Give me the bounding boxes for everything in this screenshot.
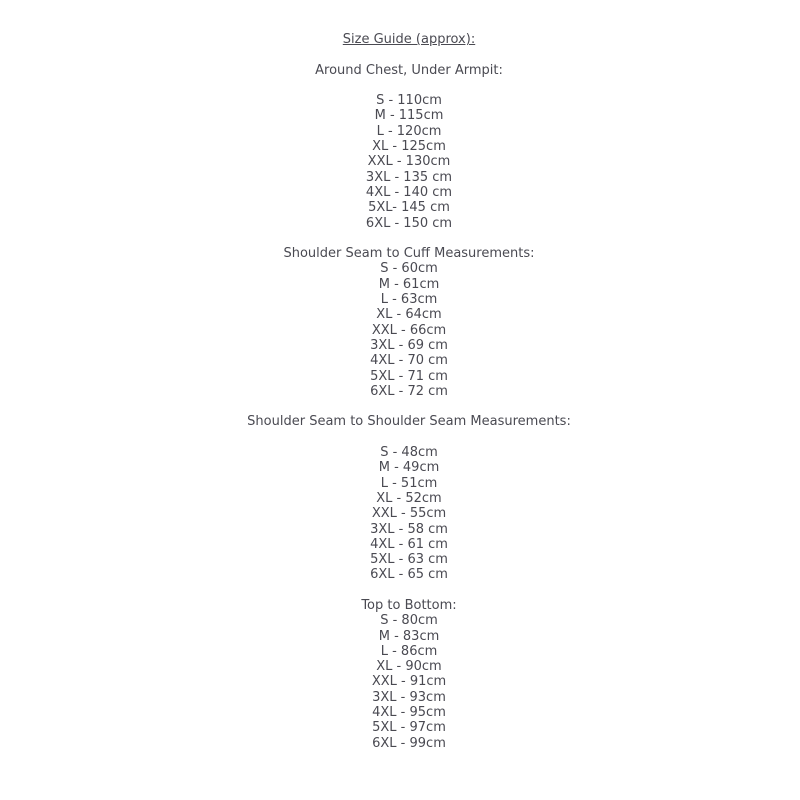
size-row: XXL - 66cm: [371, 322, 447, 338]
blank-line: [18, 78, 800, 93]
size-row: M - 61cm: [378, 276, 440, 292]
size-row: 5XL- 145 cm: [368, 200, 450, 216]
size-row: S - 48cm: [380, 445, 438, 461]
size-list: [18, 613, 800, 751]
size-row: S - 60cm: [380, 261, 438, 277]
size-row: 4XL - 61 cm: [370, 536, 448, 552]
section-chest: [18, 63, 800, 247]
blank-line: [18, 231, 800, 246]
size-row: XL - 125cm: [372, 139, 446, 155]
size-row: 3XL - 93cm: [372, 689, 446, 705]
size-row: M - 115cm: [374, 108, 444, 124]
size-row: XXL - 91cm: [371, 674, 447, 690]
size-row: 4XL - 70 cm: [370, 353, 448, 369]
size-row: 3XL - 69 cm: [370, 337, 448, 353]
size-row: XXL - 130cm: [367, 154, 451, 170]
size-list: [18, 261, 800, 399]
size-row: XL - 90cm: [376, 659, 442, 675]
size-row: 3XL - 58 cm: [370, 521, 448, 537]
size-row: L - 86cm: [380, 643, 438, 659]
size-row: 6XL - 99cm: [372, 735, 446, 751]
section-shoulder: [18, 414, 800, 598]
size-row: 4XL - 140 cm: [365, 184, 453, 200]
size-row: 6XL - 72 cm: [370, 383, 448, 399]
size-row: 5XL - 97cm: [372, 720, 446, 736]
size-row: L - 51cm: [380, 475, 438, 491]
size-row: L - 63cm: [380, 292, 438, 308]
size-list: [18, 93, 800, 231]
section-cuff: [18, 246, 800, 414]
size-row: 4XL - 95cm: [372, 705, 446, 721]
section-heading: Top to Bottom:: [361, 597, 457, 613]
size-list: [18, 445, 800, 583]
section-length: [18, 598, 800, 751]
page-title: Size Guide (approx):: [342, 32, 476, 47]
size-row: 5XL - 63 cm: [370, 552, 448, 568]
size-row: 6XL - 65 cm: [370, 567, 448, 583]
size-row: L - 120cm: [376, 123, 442, 139]
size-row: S - 110cm: [376, 93, 442, 109]
size-row: XXL - 55cm: [371, 506, 447, 522]
size-row: 5XL - 71 cm: [370, 368, 448, 384]
section-heading: Around Chest, Under Armpit:: [315, 62, 503, 78]
size-row: 6XL - 150 cm: [365, 215, 453, 231]
size-row: XL - 64cm: [376, 307, 442, 323]
section-heading: Shoulder Seam to Cuff Measurements:: [283, 246, 535, 262]
size-row: M - 83cm: [378, 628, 440, 644]
size-row: XL - 52cm: [376, 490, 442, 506]
size-row: M - 49cm: [378, 460, 440, 476]
blank-line: [18, 430, 800, 445]
blank-line: [18, 583, 800, 598]
blank-line: [18, 399, 800, 414]
size-row: S - 80cm: [380, 613, 438, 629]
size-row: 3XL - 135 cm: [365, 169, 453, 185]
section-heading: Shoulder Seam to Shoulder Seam Measurements:: [247, 414, 571, 430]
blank-line: [18, 47, 800, 62]
